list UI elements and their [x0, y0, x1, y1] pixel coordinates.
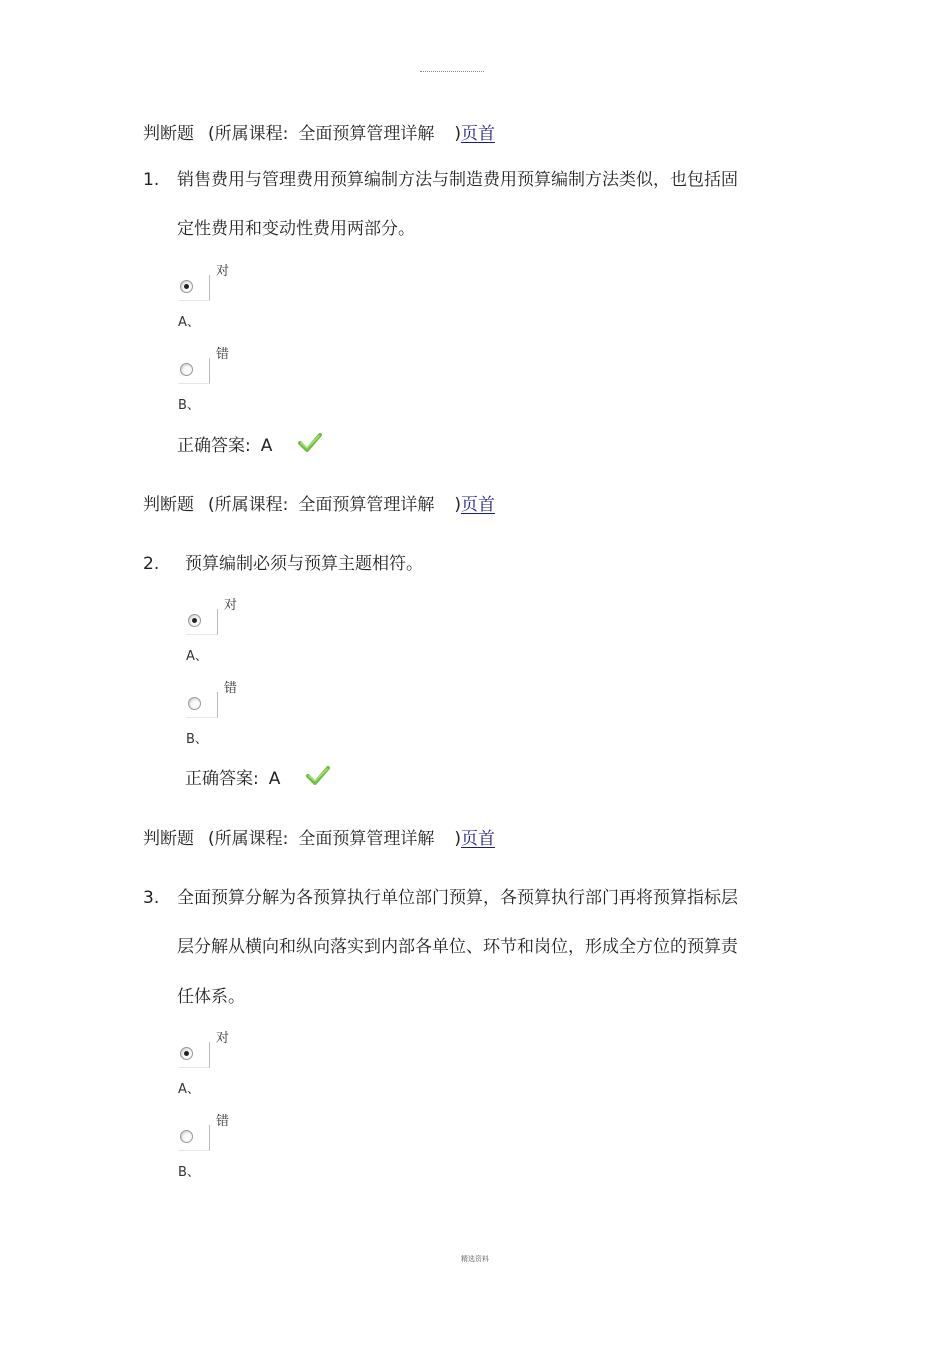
option-b-label: 错 [216, 1114, 230, 1129]
option-a-letter: A、 [186, 649, 208, 664]
course-name: 全面预算管理详解 [298, 829, 435, 849]
footer-note: 精选资料 [461, 1255, 489, 1263]
option-a-radio[interactable] [178, 275, 210, 301]
question-text-line: 销售费用与管理费用预算编制方法与制造费用预算编制方法类似，也包括固 [177, 170, 738, 190]
option-a-label: 对 [216, 264, 230, 279]
radio-checked-icon [180, 1047, 193, 1060]
check-icon [298, 432, 322, 454]
correct-answer [177, 435, 272, 457]
option-a-radio[interactable] [178, 1042, 210, 1068]
option-b-letter: B、 [178, 1165, 200, 1180]
top-divider [420, 71, 484, 72]
question-heading [143, 828, 495, 850]
radio-unchecked-icon [180, 363, 193, 376]
correct-answer-label: 正确答案: [185, 769, 259, 789]
option-b-radio[interactable] [178, 1125, 210, 1151]
radio-checked-icon [180, 280, 193, 293]
correct-answer [185, 768, 280, 790]
radio-checked-icon [188, 614, 201, 627]
option-b-letter: B、 [186, 732, 208, 747]
check-icon [306, 765, 330, 787]
question-type: 判断题 [143, 495, 194, 515]
question-number: 1. [143, 170, 160, 190]
question-number: 3. [143, 888, 160, 908]
question-heading [143, 494, 495, 516]
question-text-line: 层分解从横向和纵向落实到内部各单位、环节和岗位，形成全方位的预算责 [177, 937, 738, 957]
correct-answer-value: A [268, 769, 281, 789]
question-text-line: 定性费用和变动性费用两部分。 [177, 219, 415, 239]
option-b-radio[interactable] [186, 692, 218, 718]
option-a-letter: A、 [178, 1082, 200, 1097]
option-b-radio[interactable] [178, 358, 210, 384]
correct-answer-label: 正确答案: [177, 436, 251, 456]
option-a-label: 对 [216, 1031, 230, 1046]
course-name: 全面预算管理详解 [298, 495, 435, 515]
question-heading [143, 123, 495, 145]
home-link[interactable]: 页首 [461, 829, 496, 849]
option-a-letter: A、 [178, 315, 200, 330]
radio-unchecked-icon [180, 1130, 193, 1143]
option-a-radio[interactable] [186, 609, 218, 635]
course-label-close: ) [454, 124, 462, 144]
radio-unchecked-icon [188, 697, 201, 710]
question-type: 判断题 [143, 124, 194, 144]
correct-answer-value: A [260, 436, 273, 456]
question-text-line: 预算编制必须与预算主题相符。 [185, 554, 423, 574]
option-a-label: 对 [224, 598, 238, 613]
question-number: 2. [143, 554, 160, 574]
home-link[interactable]: 页首 [461, 124, 496, 144]
home-link[interactable]: 页首 [461, 495, 496, 515]
question-text-line: 任体系。 [177, 987, 245, 1007]
course-label-open: (所属课程: [208, 495, 289, 515]
question-type: 判断题 [143, 829, 194, 849]
course-label-open: (所属课程: [208, 829, 289, 849]
option-b-label: 错 [224, 681, 238, 696]
course-name: 全面预算管理详解 [298, 124, 435, 144]
course-label-close: ) [454, 495, 462, 515]
option-b-letter: B、 [178, 398, 200, 413]
question-text-line: 全面预算分解为各预算执行单位部门预算，各预算执行部门再将预算指标层 [177, 888, 738, 908]
course-label-close: ) [454, 829, 462, 849]
option-b-label: 错 [216, 347, 230, 362]
course-label-open: (所属课程: [208, 124, 289, 144]
